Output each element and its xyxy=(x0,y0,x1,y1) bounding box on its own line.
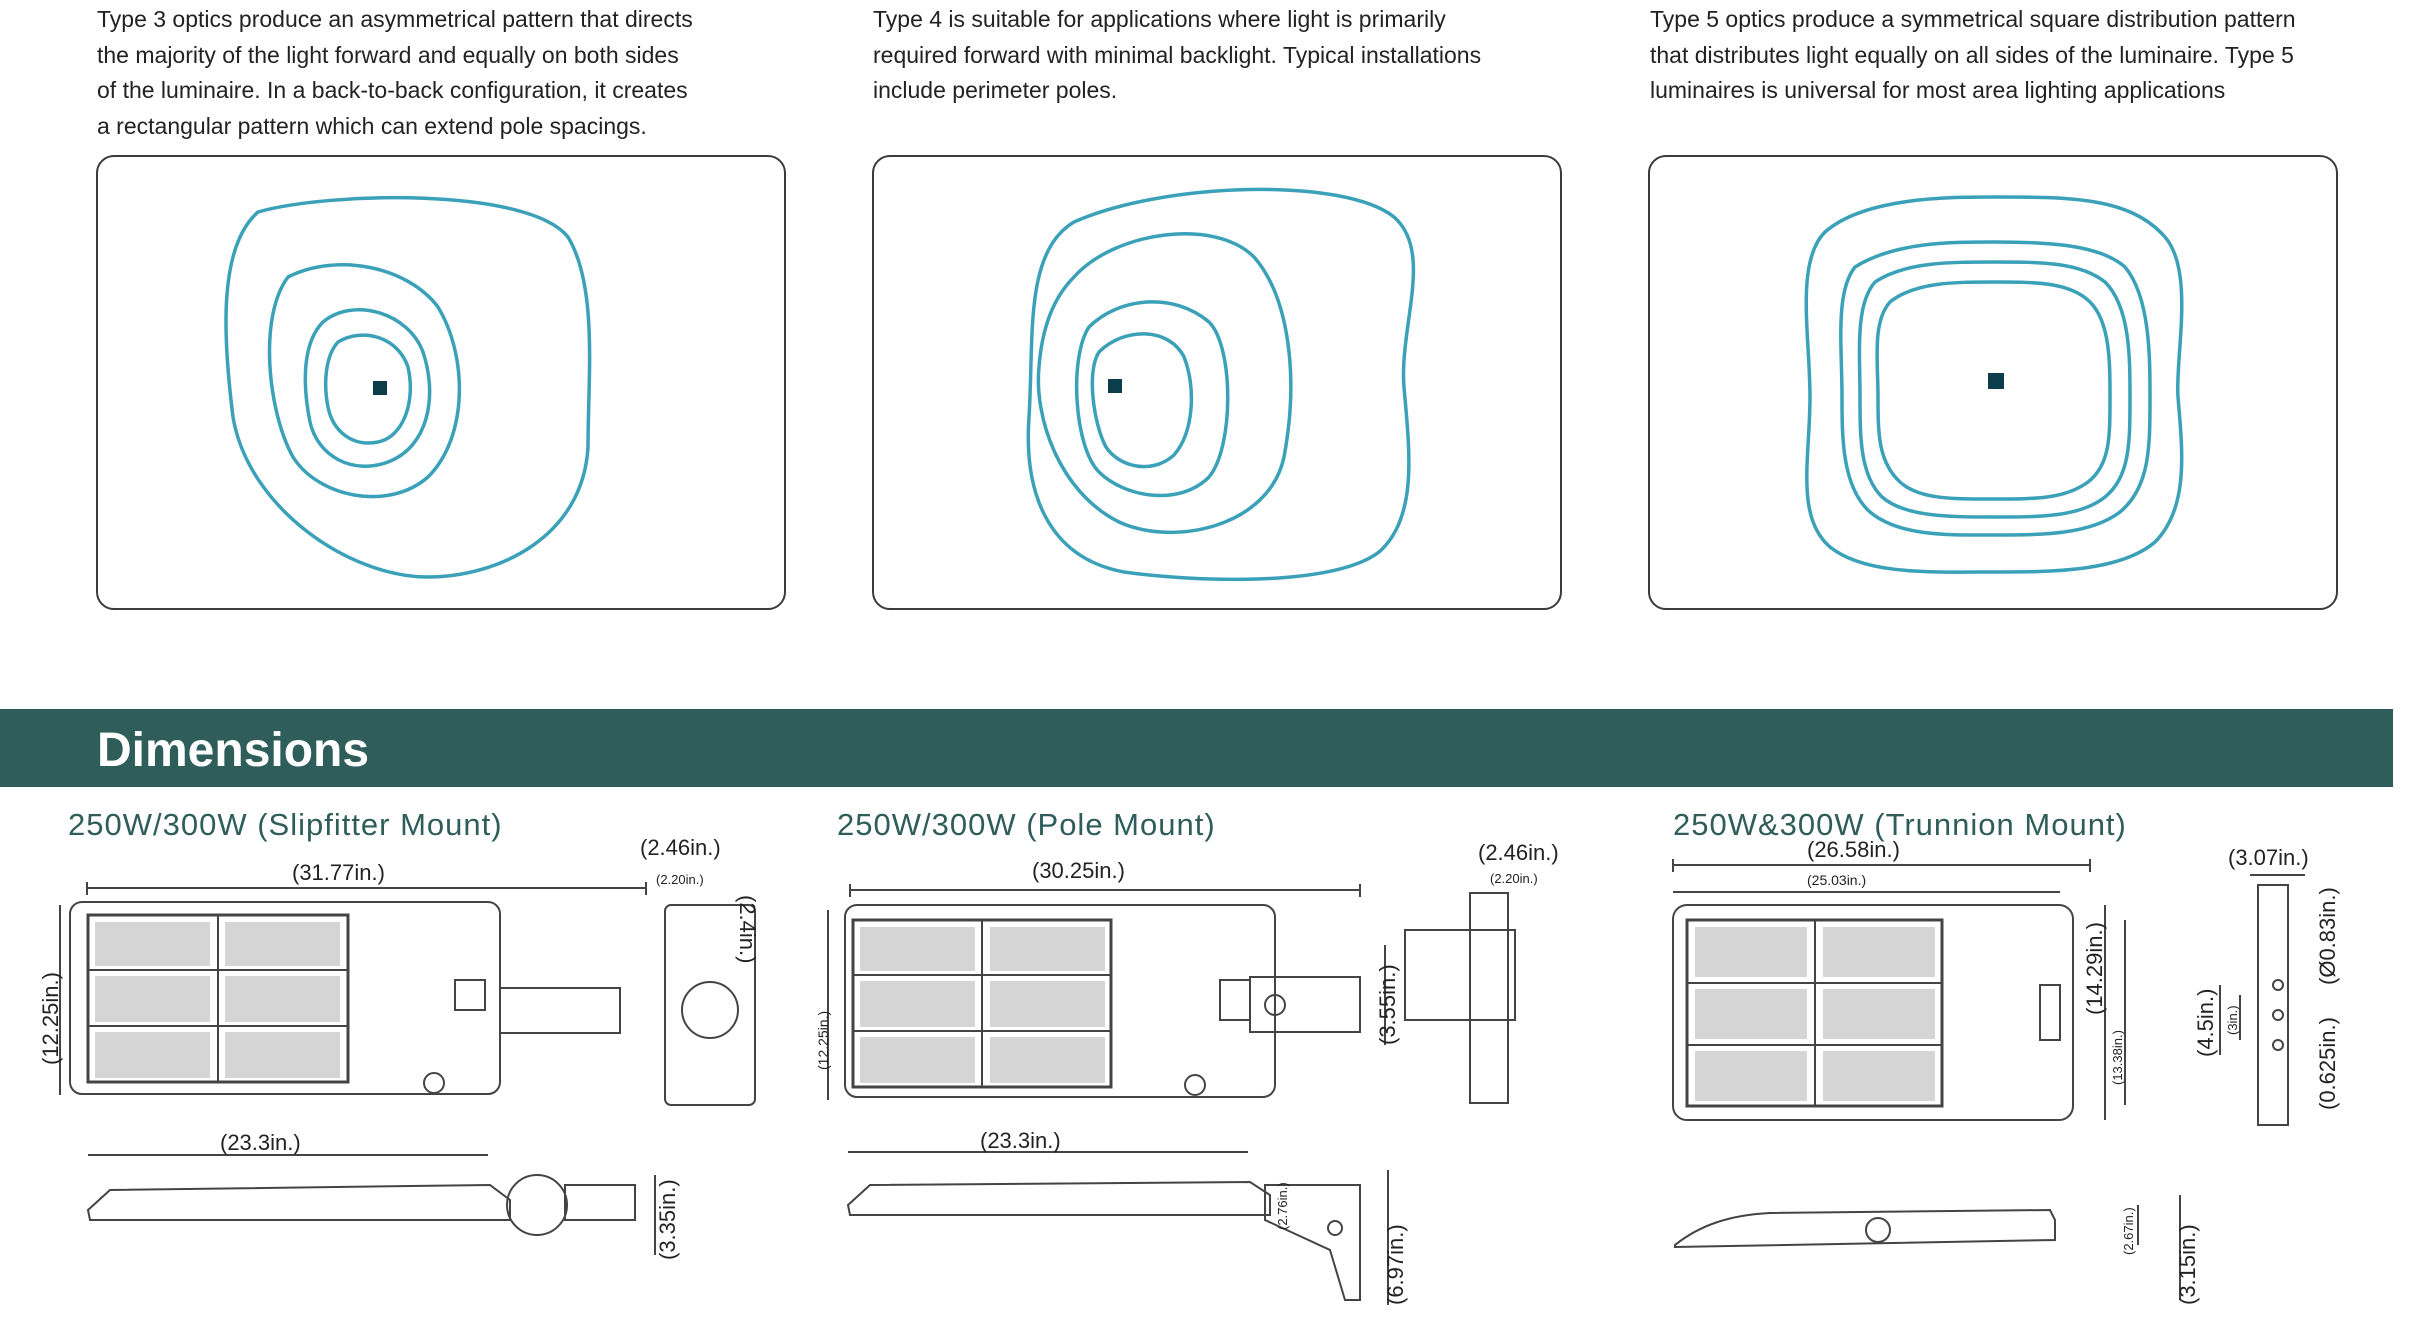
pole-side-width-label: (2.46in.) xyxy=(1478,840,1559,865)
pole-top-width-label: (30.25in.) xyxy=(1032,858,1125,883)
type4-line-2: required forward with minimal backlight. Typical installations xyxy=(873,41,1482,68)
pole-height-label: (12.25in.) xyxy=(815,1010,831,1070)
slipfitter-profile-length-label: (23.3in.) xyxy=(220,1130,301,1155)
pole-arm-height-label: (3.55in.) xyxy=(1375,964,1400,1045)
trunnion-profile-view xyxy=(1670,1185,2210,1305)
type4-contour-outer xyxy=(1028,189,1413,579)
slipfitter-side-inner-label: (2.20in.) xyxy=(656,872,704,887)
type5-contour-inner xyxy=(1877,282,2110,499)
type4-description xyxy=(873,2,1573,109)
trunnion-side-view xyxy=(2180,835,2350,1145)
trunnion-hole-offset-label: (0.625in.) xyxy=(2315,1017,2340,1110)
trunnion-profile-small-label: (2.67in.) xyxy=(2121,1207,2136,1255)
slipfitter-side-height-label: (2.4in.) xyxy=(735,895,760,964)
trunnion-inner-width-label: (25.03in.) xyxy=(1807,872,1867,888)
pole-profile-length-label: (23.3in.) xyxy=(980,1128,1061,1153)
type3-line-1: Type 3 optics produce an asymmetrical pattern that directs xyxy=(97,6,693,32)
pole-mount-side-view xyxy=(840,1130,1410,1310)
slipfitter-mount-title: 250W/300W (Slipfitter Mount) xyxy=(68,807,503,842)
type5-pattern-panel xyxy=(1648,155,2338,610)
type3-contour-diagram xyxy=(98,157,788,612)
trunnion-profile-height-label: (3.15in.) xyxy=(2175,1224,2200,1305)
trunnion-height-label: (14.29in.) xyxy=(2082,922,2107,1015)
type5-description xyxy=(1650,2,2350,109)
trunnion-mount-title: 250W&300W (Trunnion Mount) xyxy=(1673,807,2127,842)
type3-line-4: a rectangular pattern which can extend pole spacings. xyxy=(97,112,647,139)
type5-line-1: Type 5 optics produce a symmetrical square distribution pattern xyxy=(1650,6,2296,32)
dimensions-heading: Dimensions xyxy=(97,724,370,777)
trunnion-side-width-label: (3.07in.) xyxy=(2228,845,2309,870)
type5-line-3: luminaires is universal for most area lighting applications xyxy=(1650,77,2226,103)
pole-mount-top-view xyxy=(810,840,1559,1125)
type4-pattern-panel xyxy=(872,155,1562,610)
trunnion-top-width-label: (26.58in.) xyxy=(1807,837,1900,862)
slipfitter-side-width-label: (2.46in.) xyxy=(640,835,721,860)
type4-contour-diagram xyxy=(874,157,1564,612)
slipfitter-top-width-label: (31.77in.) xyxy=(292,860,385,885)
trunnion-top-view xyxy=(1665,835,2185,1140)
type3-contour-outer xyxy=(226,198,590,577)
pole-profile-height-label: (6.97in.) xyxy=(1383,1224,1408,1305)
type5-line-2: that distributes light equally on all sides of the luminaire. Type 5 xyxy=(1650,41,2294,68)
type4-luminaire-marker xyxy=(1108,379,1122,393)
trunnion-side-h2-label: (3in.) xyxy=(2225,1005,2240,1035)
trunnion-side-h1-label: (4.5in.) xyxy=(2193,988,2218,1057)
type4-line-1: Type 4 is suitable for applications where light is primarily xyxy=(873,6,1446,32)
dimensions-section-band xyxy=(0,709,2393,787)
pole-profile-small-label: (2.76in.) xyxy=(1275,1182,1290,1230)
type3-description xyxy=(97,2,797,144)
slipfitter-height-label: (12.25in.) xyxy=(38,972,63,1065)
type4-line-3: include perimeter poles. xyxy=(873,77,1118,103)
slipfitter-profile-height-label: (3.35in.) xyxy=(655,1179,680,1260)
type4-contour-inner xyxy=(1092,334,1191,467)
type3-line-2: the majority of the light forward and equally on both sides xyxy=(97,41,679,68)
type3-pattern-panel xyxy=(96,155,786,610)
type5-luminaire-marker xyxy=(1988,373,2004,389)
pole-side-inner-label: (2.20in.) xyxy=(1490,871,1538,886)
type3-line-3: of the luminaire. In a back-to-back configuration, it creates xyxy=(97,77,688,103)
trunnion-inner-height-label: (13.38in.) xyxy=(2110,1030,2125,1085)
type5-contour-diagram xyxy=(1650,157,2340,612)
slipfitter-top-view xyxy=(38,835,760,1120)
pole-mount-title: 250W/300W (Pole Mount) xyxy=(837,807,1216,842)
type3-luminaire-marker xyxy=(373,381,387,395)
slipfitter-side-view xyxy=(70,1130,690,1260)
trunnion-hole-dia-label: (Ø0.83in.) xyxy=(2315,887,2340,985)
type3-contour-inner xyxy=(326,335,411,443)
